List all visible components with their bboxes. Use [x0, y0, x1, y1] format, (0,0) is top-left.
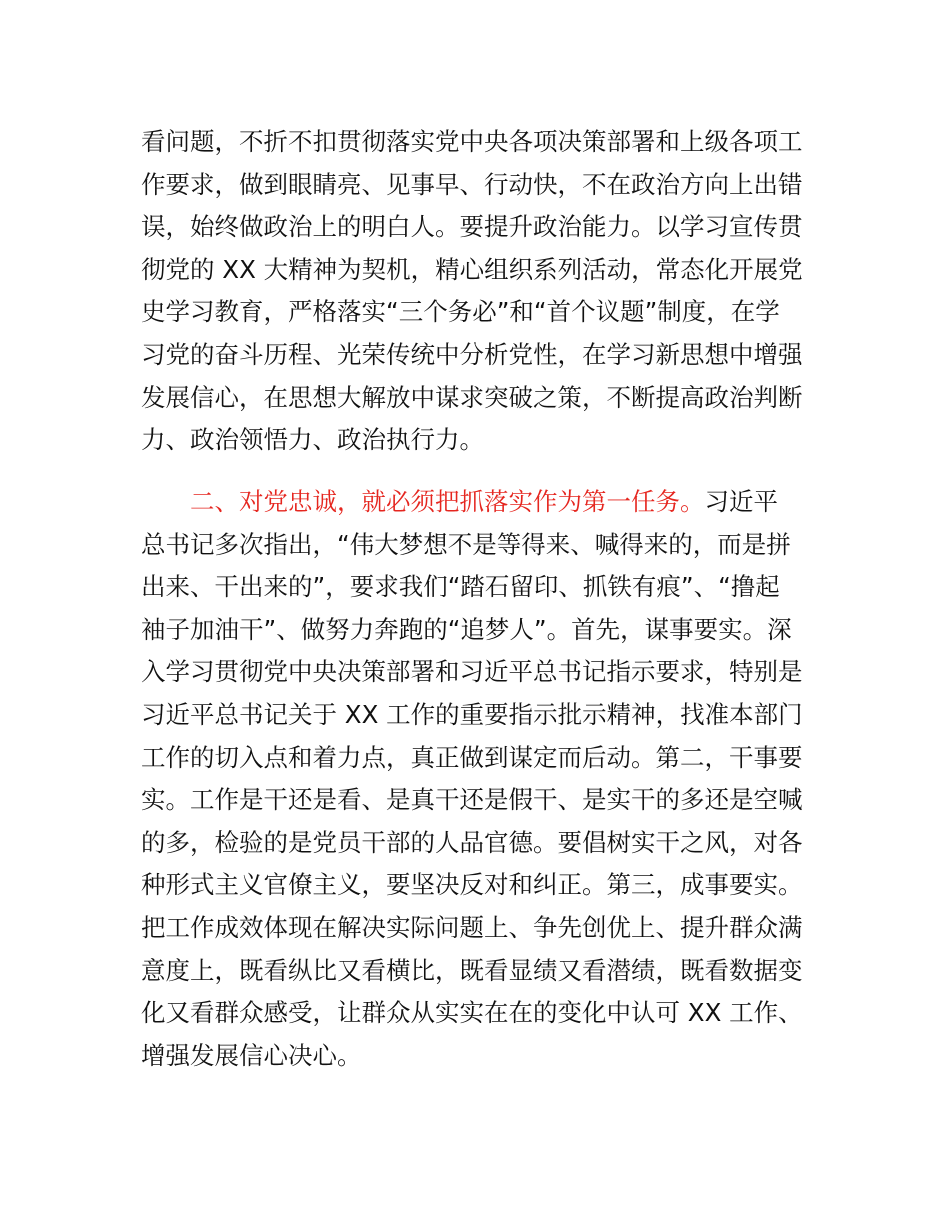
- paragraph-line: 误，始终做政治上的明白人。要提升政治能力。以学习宣传贯: [141, 212, 803, 242]
- paragraph-line: 把工作成效体现在解决实际问题上、争先创优上、提升群众满: [141, 912, 803, 942]
- paragraph-line: 入学习贯彻党中央决策部署和习近平总书记指示要求，特别是: [141, 657, 803, 687]
- paragraph-line: 习近平总书记关于 XX 工作的重要指示批示精神，找准本部门: [141, 699, 803, 729]
- heading-trailing-text: 习近平: [704, 487, 778, 516]
- paragraph-line: 工作的切入点和着力点，真正做到谋定而后动。第二，干事要: [141, 742, 803, 772]
- paragraph-line: 意度上，既看纵比又看横比，既看显绩又看潜绩，既看数据变: [141, 955, 803, 985]
- paragraph-line: 史学习教育，严格落实“三个务必”和“首个议题”制度，在学: [141, 297, 780, 327]
- paragraph-line: 化又看群众感受，让群众从实实在在的变化中认可 XX 工作、: [141, 998, 803, 1028]
- section-heading: 二、对党忠诚，就必须把抓落实作为第一任务。: [190, 487, 705, 516]
- paragraph-line: 发展信心，在思想大解放中谋求突破之策，不断提高政治判断: [141, 382, 803, 412]
- paragraph-line: 习党的奋斗历程、光荣传统中分析党性，在学习新思想中增强: [141, 339, 803, 369]
- paragraph-line: 作要求，做到眼睛亮、见事早、行动快，不在政治方向上出错: [141, 169, 803, 199]
- paragraph-political-ability: [141, 121, 816, 462]
- paragraph-line: 袖子加油干”、做努力奔跑的“追梦人”。首先，谋事要实。深: [141, 614, 792, 644]
- paragraph-line: 彻党的 XX 大精神为契机，精心组织系列活动，常态化开展党: [141, 254, 803, 284]
- paragraph-line: 看问题，不折不扣贯彻落实党中央各项决策部署和上级各项工: [141, 127, 803, 156]
- paragraph-line: 实。工作是干还是看、是真干还是假干、是实干的多还是空喊: [141, 785, 803, 815]
- paragraph-implementation: [141, 481, 816, 1077]
- paragraph-line: 出来、干出来的”，要求我们“踏石留印、抓铁有痕”、“撸起: [141, 572, 780, 602]
- paragraph-line: 的多，检验的是党员干部的人品官德。要倡树实干之风，对各: [141, 827, 803, 857]
- paragraph-line: 种形式主义官僚主义，要坚决反对和纠正。第三，成事要实。: [141, 870, 803, 900]
- paragraph-line: 力、政治领悟力、政治执行力。: [141, 425, 484, 455]
- paragraph-line: 增强发展信心决心。: [141, 1040, 362, 1070]
- paragraph-first-line: [141, 481, 816, 524]
- paragraph-line: 总书记多次指出，“伟大梦想不是等得来、喊得来的，而是拼: [141, 529, 791, 559]
